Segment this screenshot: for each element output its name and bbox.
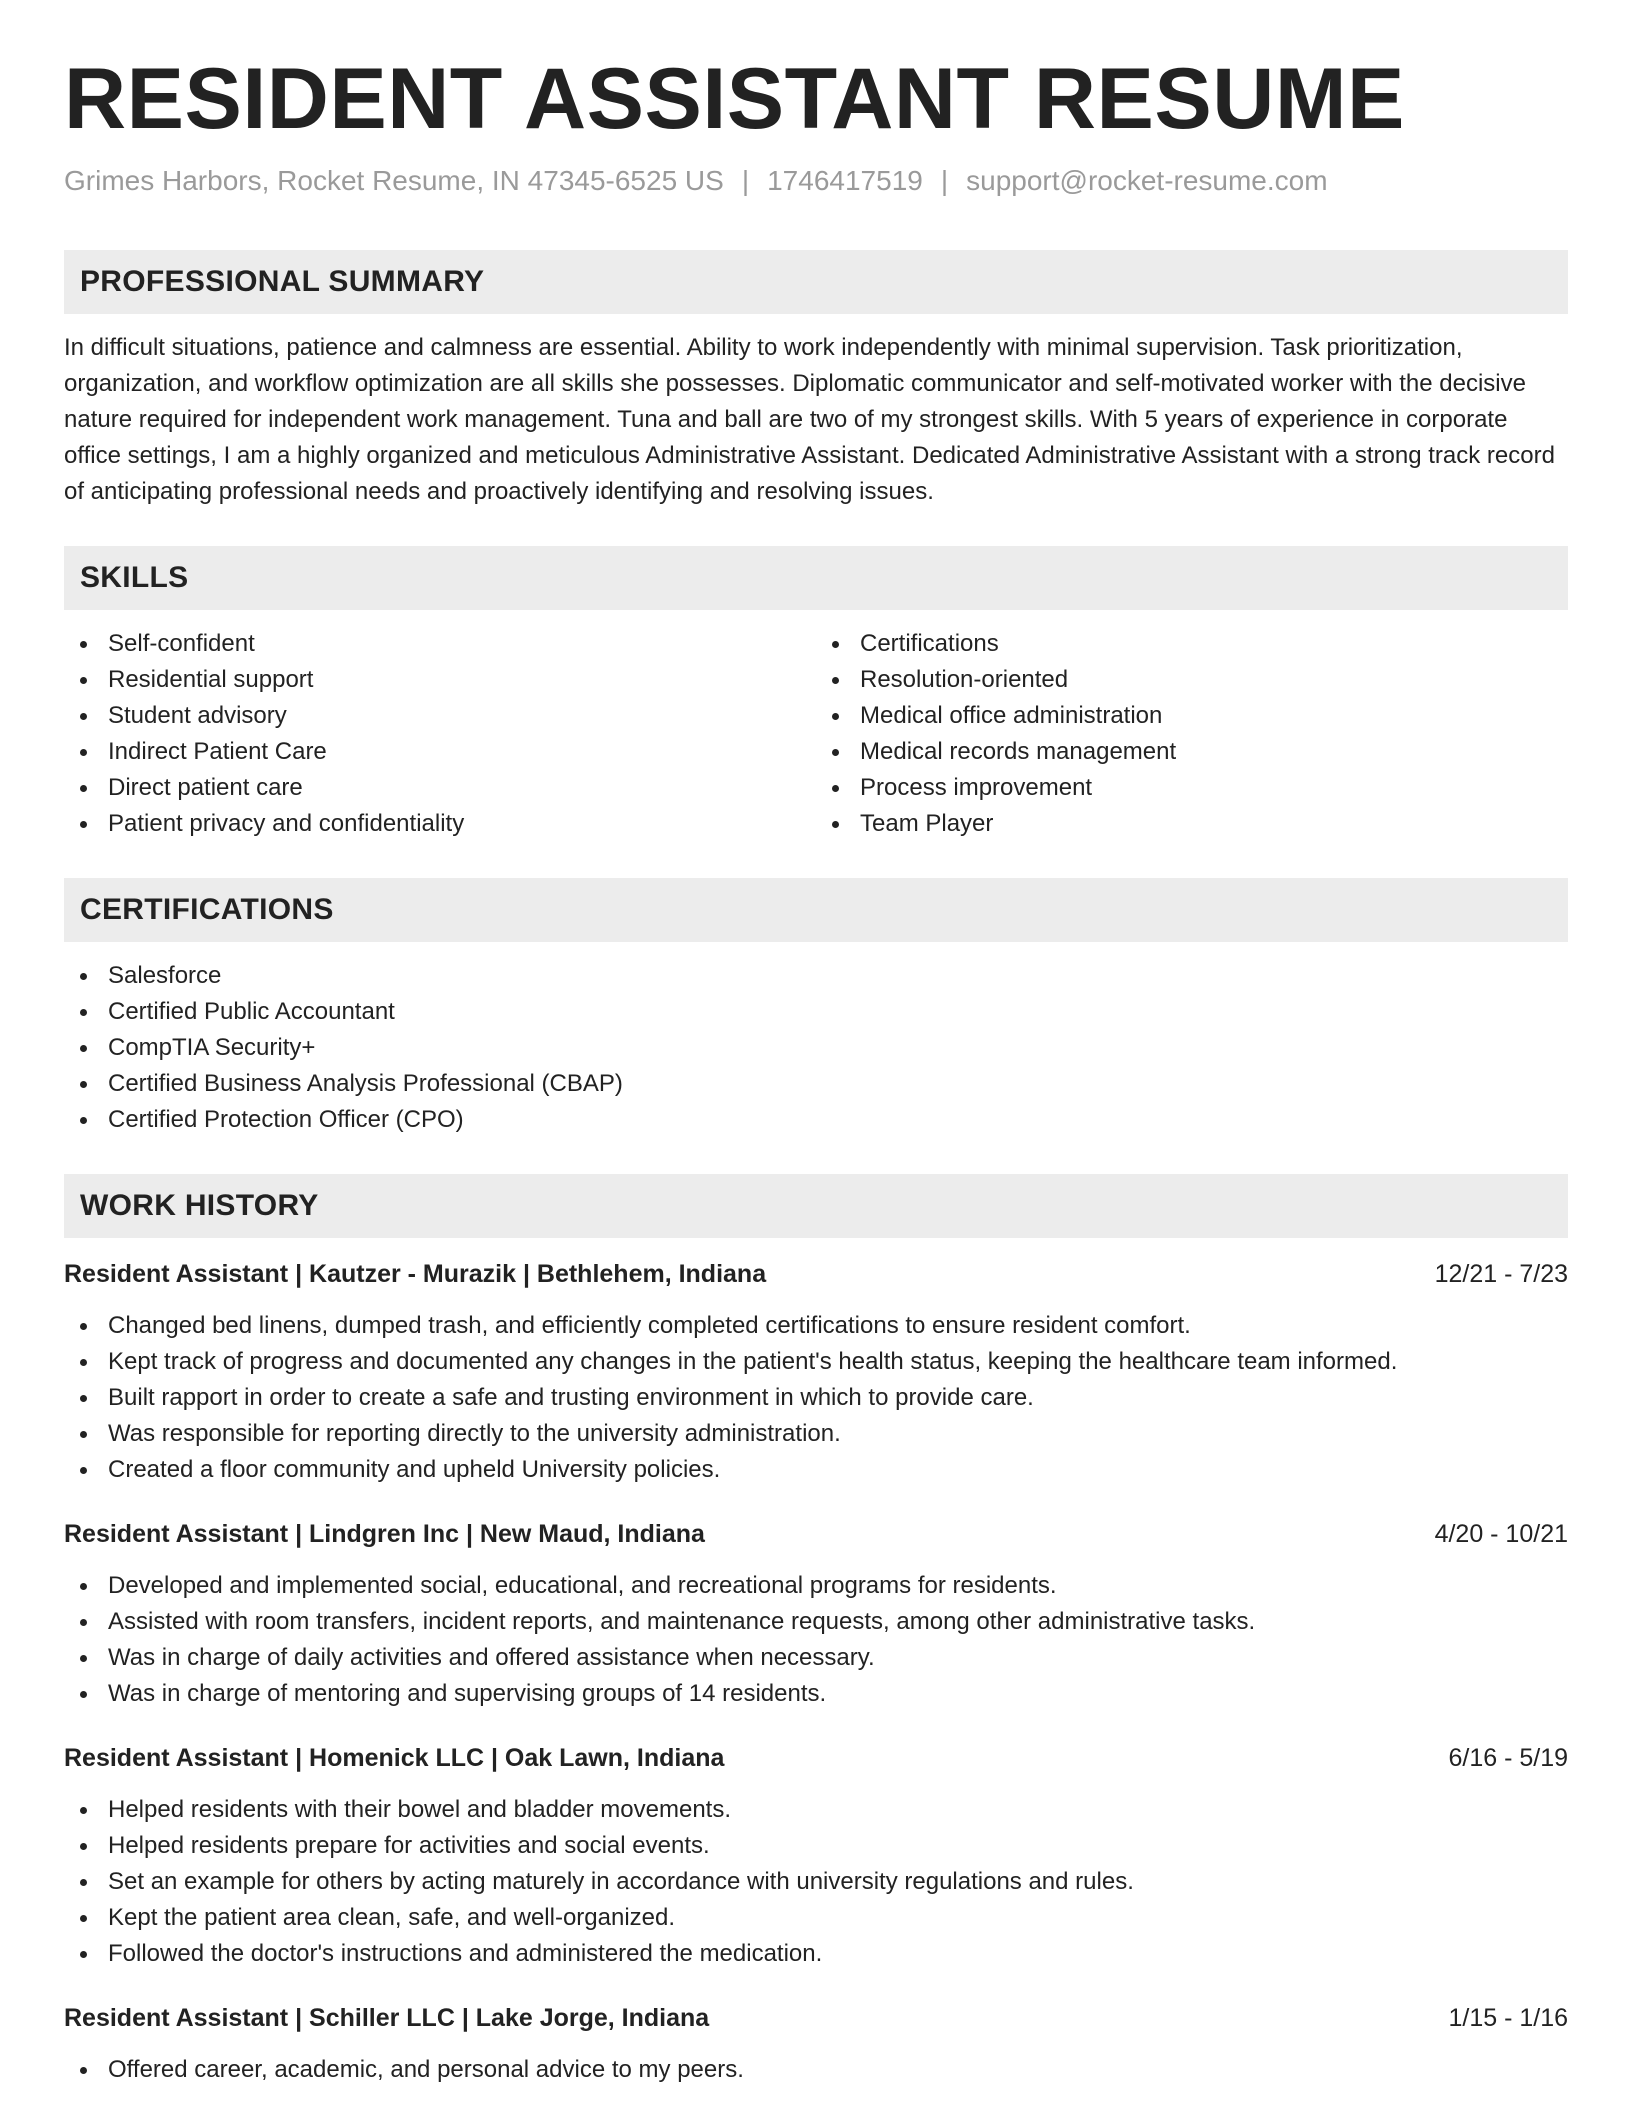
contact-address: Grimes Harbors, Rocket Resume, IN 47345-6525 US	[64, 165, 724, 196]
job-entry	[64, 1516, 1568, 1712]
skill-item: Direct patient care	[64, 770, 816, 806]
contact-phone: 1746417519	[767, 165, 923, 196]
certification-item: Certified Protection Officer (CPO)	[64, 1102, 1568, 1138]
skill-item: Indirect Patient Care	[64, 734, 816, 770]
skill-item: Residential support	[64, 662, 816, 698]
certification-item: Certified Business Analysis Professional (CBAP)	[64, 1066, 1568, 1102]
skills-list-right	[816, 626, 1568, 842]
job-heading: Resident Assistant | Kautzer - Murazik | Bethlehem, Indiana	[64, 1259, 767, 1288]
section-header-skills: SKILLS	[64, 546, 1568, 610]
job-bullet: Was in charge of daily activities and offered assistance when necessary.	[64, 1640, 1568, 1676]
skills-list-left	[64, 626, 816, 842]
skills-grid	[64, 626, 1568, 842]
job-bullet: Kept the patient area clean, safe, and well-organized.	[64, 1900, 1568, 1936]
skill-item: Team Player	[816, 806, 1568, 842]
job-dates: 12/21 - 7/23	[1434, 1259, 1568, 1288]
job-bullets	[64, 2052, 1568, 2088]
job-bullet: Built rapport in order to create a safe and trusting environment in which to provide care.	[64, 1380, 1568, 1416]
contact-line	[64, 164, 1568, 198]
job-bullet: Was in charge of mentoring and supervising groups of 14 residents.	[64, 1676, 1568, 1712]
contact-separator: |	[741, 165, 750, 196]
job-entry	[64, 1256, 1568, 1488]
certification-item: Certified Public Accountant	[64, 994, 1568, 1030]
skill-item: Medical office administration	[816, 698, 1568, 734]
skill-item: Student advisory	[64, 698, 816, 734]
job-bullets	[64, 1568, 1568, 1712]
job-bullet: Created a floor community and upheld University policies.	[64, 1452, 1568, 1488]
skill-item: Self-confident	[64, 626, 816, 662]
job-bullets	[64, 1308, 1568, 1488]
skill-item: Patient privacy and confidentiality	[64, 806, 816, 842]
job-bullet: Followed the doctor's instructions and administered the medication.	[64, 1936, 1568, 1972]
skill-item: Medical records management	[816, 734, 1568, 770]
job-header	[64, 1516, 1568, 1552]
job-entry	[64, 1740, 1568, 1972]
contact-email: support@rocket-resume.com	[966, 165, 1328, 196]
job-bullet: Kept track of progress and documented any changes in the patient's health status, keeping the healthcare team informed.	[64, 1344, 1568, 1380]
job-entry	[64, 2000, 1568, 2088]
skill-item: Certifications	[816, 626, 1568, 662]
work-history-list	[64, 1256, 1568, 2088]
job-dates: 6/16 - 5/19	[1448, 1743, 1568, 1772]
job-bullet: Was responsible for reporting directly to the university administration.	[64, 1416, 1568, 1452]
job-header	[64, 1740, 1568, 1776]
job-dates: 4/20 - 10/21	[1434, 1519, 1568, 1548]
job-bullet: Changed bed linens, dumped trash, and efficiently completed certifications to ensure resident comfort.	[64, 1308, 1568, 1344]
job-heading: Resident Assistant | Schiller LLC | Lake Jorge, Indiana	[64, 2003, 710, 2032]
job-bullet: Helped residents prepare for activities and social events.	[64, 1828, 1568, 1864]
skill-item: Process improvement	[816, 770, 1568, 806]
job-bullet: Assisted with room transfers, incident reports, and maintenance requests, among other administrative tasks.	[64, 1604, 1568, 1640]
job-bullets	[64, 1792, 1568, 1972]
section-header-work-history: WORK HISTORY	[64, 1174, 1568, 1238]
certification-item: CompTIA Security+	[64, 1030, 1568, 1066]
job-heading: Resident Assistant | Homenick LLC | Oak Lawn, Indiana	[64, 1743, 725, 1772]
job-header	[64, 2000, 1568, 2036]
summary-text: In difficult situations, patience and calmness are essential. Ability to work independently with minimal supervision. Task prioritization, organization, and workflow optimization are all skills she possesses. Diplomatic communicator and self-motivated worker with the decisive nature required for independent work management. Tuna and ball are two of my strongest skills. With 5 years of experience in corporate office settings, I am a highly organized and meticulous Administrative Assistant. Dedicated Administrative Assistant with a strong track record of anticipating professional needs and proactively identifying and resolving issues.	[64, 333, 1555, 505]
section-header-summary: PROFESSIONAL SUMMARY	[64, 250, 1568, 314]
job-bullet: Developed and implemented social, educational, and recreational programs for residents.	[64, 1568, 1568, 1604]
resume-title: RESIDENT ASSISTANT RESUME	[64, 51, 1405, 147]
job-header	[64, 1256, 1568, 1292]
contact-separator: |	[940, 165, 949, 196]
job-bullet: Helped residents with their bowel and bladder movements.	[64, 1792, 1568, 1828]
skill-item: Resolution-oriented	[816, 662, 1568, 698]
section-header-certifications: CERTIFICATIONS	[64, 878, 1568, 942]
job-heading: Resident Assistant | Lindgren Inc | New Maud, Indiana	[64, 1519, 705, 1548]
certifications-list	[64, 958, 1568, 1138]
certification-item: Salesforce	[64, 958, 1568, 994]
job-bullet: Set an example for others by acting maturely in accordance with university regulations and rules.	[64, 1864, 1568, 1900]
job-bullet: Offered career, academic, and personal advice to my peers.	[64, 2052, 1568, 2088]
job-dates: 1/15 - 1/16	[1448, 2003, 1568, 2032]
